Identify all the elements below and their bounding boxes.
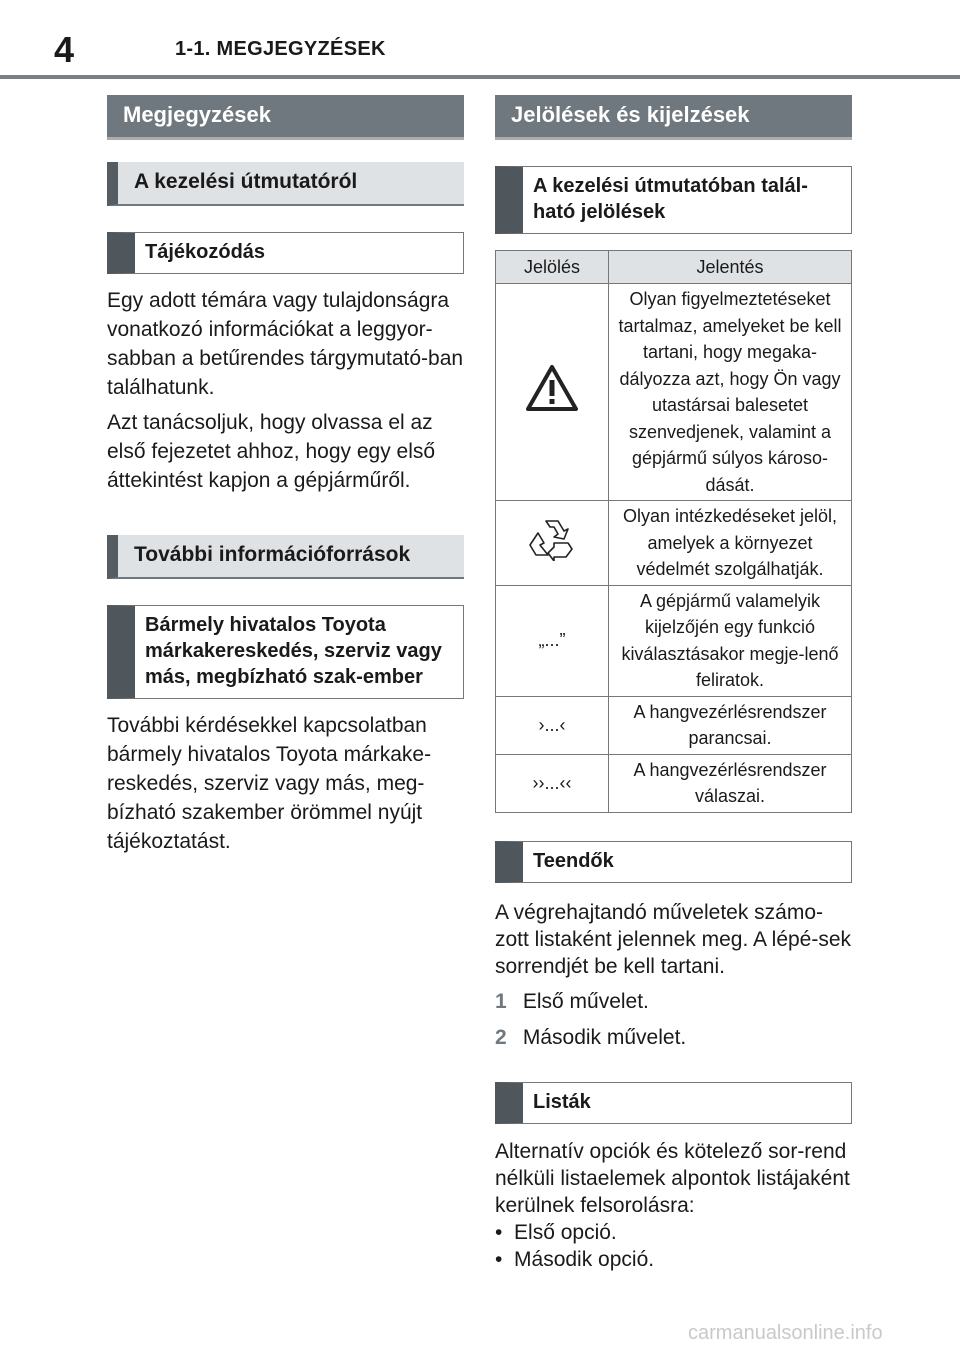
- paragraph-dealer-info: További kérdésekkel kapcsolatban bármely hivatalos Toyota márkake-reskedés, szerviz vagy más, meg-bízható szakember örömmel nyújt tájékoztatást.: [107, 714, 432, 853]
- watermark: carmanualsonline.info: [688, 1322, 883, 1344]
- list-item: • Második opció.: [495, 1247, 655, 1271]
- symbol-cell: „...”: [496, 585, 609, 696]
- meaning-cell: Olyan figyelmeztetéseket tartalmaz, amelyeket be kell tartani, hogy megaka-dályozza azt, hogy Ön vagy utastársai balesetet szenvedjenek, valamint a gépjármű súlyos károso-dását.: [609, 284, 852, 501]
- box-heading-dealers: Bármely hivatalos Toyota márkakereskedés, szerviz vagy más, megbízható szak-ember: [107, 605, 464, 699]
- bullet-text: Második opció.: [514, 1247, 655, 1271]
- meaning-cell: A gépjármű valamelyik kijelzőjén egy funkció kiválasztásakor megje-lenő feliratok.: [609, 585, 852, 696]
- symbol-cell: [496, 284, 609, 501]
- main-heading-notes: Megjegyzések: [107, 95, 464, 140]
- paragraph-read-first-chapter: Azt tanácsoljuk, hogy olvassa el az első fejezetet ahhoz, hogy egy első áttekintést kapjon a gépjárműről.: [107, 411, 436, 492]
- symbol-cell: [496, 501, 609, 586]
- symbols-table: [495, 250, 852, 813]
- header-divider: [0, 75, 960, 79]
- table-row: [496, 501, 852, 586]
- box-heading-orientation: Tájékozódás: [107, 232, 464, 274]
- column-header-symbol: Jelölés: [496, 251, 609, 284]
- list-item: • Első opció.: [495, 1220, 617, 1244]
- column-header-meaning: Jelentés: [609, 251, 852, 284]
- meaning-cell: Olyan intézkedéseket jelöl, amelyek a környezet védelmét szolgálhatják.: [609, 501, 852, 586]
- left-column: [107, 95, 464, 856]
- list-item: [495, 988, 852, 1016]
- page-number: 4: [54, 29, 75, 70]
- main-heading-symbols: Jelölések és kijelzések: [495, 95, 852, 140]
- paragraph-tasks: A végrehajtandó műveletek számo-zott listaként jelennek meg. A lépé-sek sorrendjét be kell tartani.: [495, 900, 852, 978]
- recycle-icon: [528, 517, 576, 561]
- symbol-cell: ›...‹: [496, 696, 609, 754]
- warning-triangle-icon: [525, 364, 579, 412]
- subheading-about-manual: A kezelési útmutatóról: [107, 162, 464, 206]
- symbol-cell: ››...‹‹: [496, 754, 609, 812]
- bullet-text: Első opció.: [514, 1220, 617, 1244]
- step-text: Második művelet.: [522, 1025, 687, 1049]
- section-label: 1-1. MEGJEGYZÉSEK: [175, 38, 386, 60]
- table-row: [496, 284, 852, 501]
- paragraph-index-info: Egy adott témára vagy tulajdonságra vonatkozó információkat a leggyor-sabban a betűrendes tárgymutató-ban találhatunk.: [107, 289, 464, 399]
- box-heading-lists: Listák: [495, 1082, 852, 1124]
- table-row: [496, 585, 852, 696]
- paragraph-lists: Alternatív opciók és kötelező sor-rend nélküli listaelemek alpontok listájaként kerülnek felsorolásra:: [495, 1139, 850, 1217]
- step-number: 2: [495, 1025, 507, 1049]
- meaning-cell: A hangvezérlésrendszer válaszai.: [609, 754, 852, 812]
- step-number: 1: [495, 989, 507, 1013]
- list-item: [495, 1024, 852, 1052]
- meaning-cell: A hangvezérlésrendszer parancsai.: [609, 696, 852, 754]
- subheading-more-sources: További információforrások: [107, 535, 464, 579]
- table-row: [496, 696, 852, 754]
- step-text: Első művelet.: [522, 989, 649, 1013]
- box-heading-manual-symbols: A kezelési útmutatóban talál-ható jelölések: [495, 166, 852, 234]
- table-header-row: [496, 251, 852, 284]
- right-column: [495, 95, 852, 1273]
- page-header: [0, 0, 960, 80]
- box-heading-tasks: Teendők: [495, 841, 852, 883]
- table-row: [496, 754, 852, 812]
